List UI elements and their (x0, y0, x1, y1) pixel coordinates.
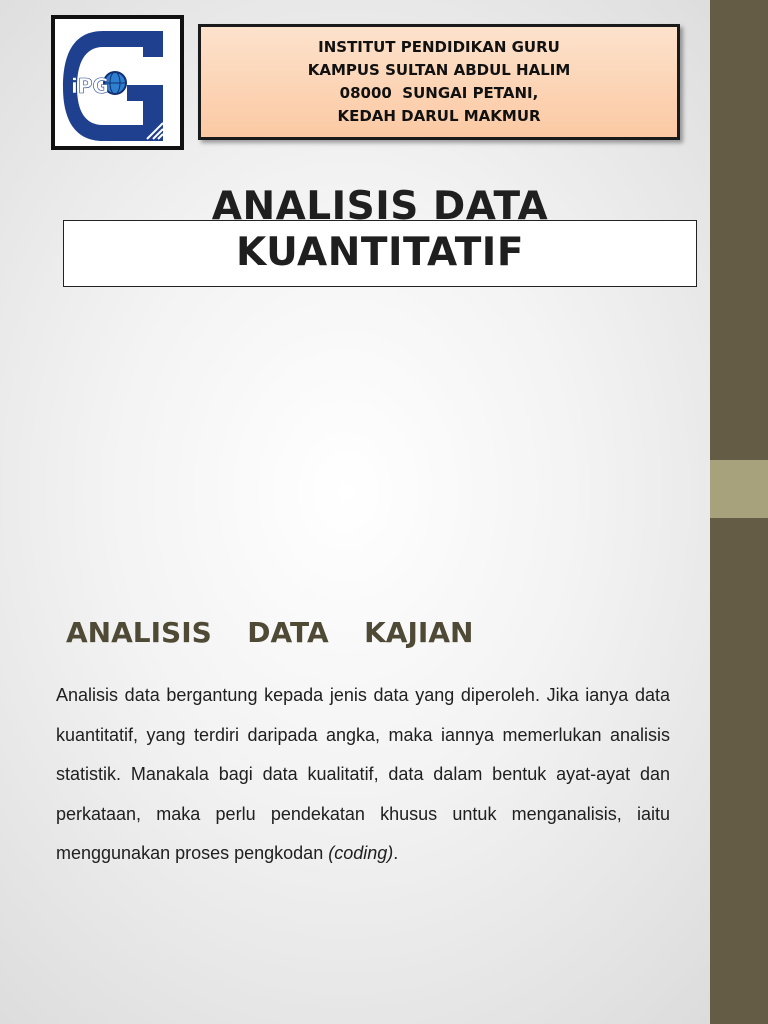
logo-text: iPG (71, 74, 109, 98)
logo-frame (51, 15, 184, 150)
ipg-logo-icon (59, 23, 184, 150)
header-line-2: KAMPUS SULTAN ABDUL HALIM (307, 61, 571, 79)
header-line-3: 08000 SUNGAI PETANI, (339, 84, 539, 102)
header-line-4: KEDAH DARUL MAKMUR (337, 107, 541, 125)
body-text-italic: (coding) (328, 843, 394, 863)
body-text-end: . (393, 843, 399, 863)
body-paragraph (56, 676, 670, 874)
section-heading: ANALISIS DATA KAJIAN (66, 616, 474, 649)
body-text-main: Analisis data bergantung kepada jenis data yang diperoleh. Jika ianya data kuantitatif, yang terdiri daripada angka, maka iannya memerlukan analisis statistik. Manakala bagi data kualitatif, data dalam bentuk ayat-ayat dan perkataan, maka perlu pendekatan khusus untuk menganalisis, iaitu menggunakan proses pengkodan (56, 685, 670, 863)
side-accent (710, 460, 768, 518)
header-line-1: INSTITUT PENDIDIKAN GURU (318, 38, 560, 56)
institution-header (198, 24, 680, 140)
page-title: ANALISIS DATA KUANTITATIF (211, 184, 549, 275)
